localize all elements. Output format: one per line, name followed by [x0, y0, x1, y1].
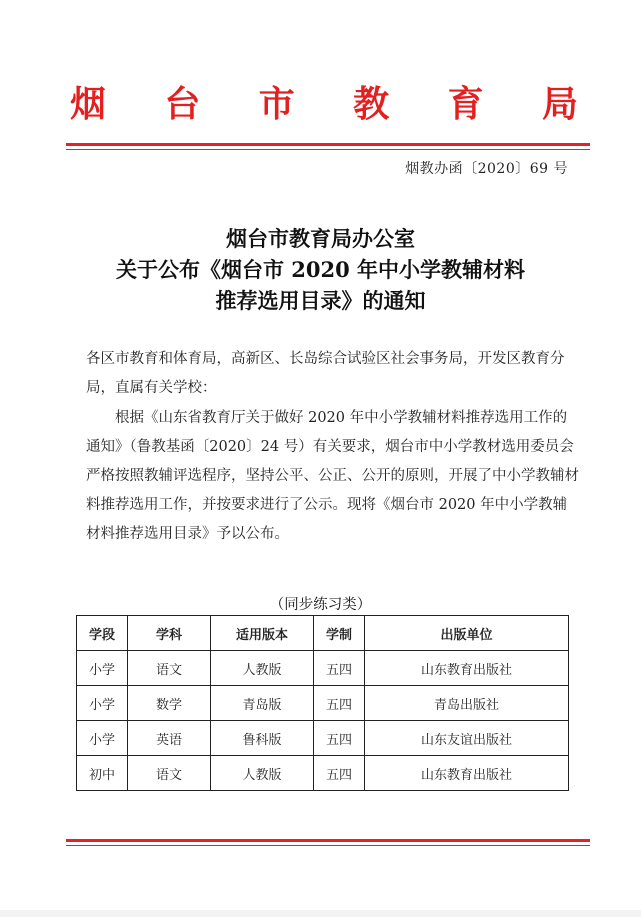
table-header-row — [77, 616, 569, 651]
table-row — [77, 651, 569, 686]
footer-red-rule-thin — [66, 845, 590, 846]
column-header: 适用版本 — [211, 616, 314, 651]
header-red-rule-thin — [66, 149, 590, 150]
column-header: 学段 — [77, 616, 128, 651]
table-cell: 五四 — [314, 651, 365, 686]
table-cell: 五四 — [314, 686, 365, 721]
footer-red-rule-thick — [66, 839, 590, 842]
table-cell: 小学 — [77, 651, 128, 686]
table-row — [77, 721, 569, 756]
table-cell: 五四 — [314, 756, 365, 791]
title-line-1: 烟台市教育局办公室 — [226, 226, 415, 251]
table-cell: 初中 — [77, 756, 128, 791]
table-cell: 小学 — [77, 686, 128, 721]
header-red-rule-thick — [66, 143, 590, 146]
table-cell: 青岛出版社 — [365, 686, 569, 721]
issuing-authority-title — [70, 82, 578, 126]
catalog-table — [76, 615, 569, 791]
org-name-char: 育 — [447, 83, 484, 125]
org-name-char: 市 — [258, 83, 295, 125]
table-cell: 鲁科版 — [211, 721, 314, 756]
table-cell: 青岛版 — [211, 686, 314, 721]
table-cell: 人教版 — [211, 651, 314, 686]
table-cell: 人教版 — [211, 756, 314, 791]
table-row — [77, 686, 569, 721]
table-cell: 语文 — [128, 651, 211, 686]
main-paragraph: 根据《山东省教育厅关于做好 2020 年中小学教辅材料推荐选用工作的通知》（鲁教基函〔2020〕24 号）有关要求，烟台市中小学教材选用委员会严格按照教辅评选程序，坚持公平、公正、公开的原则，开展了中小学教辅材料推荐选用工作，并按要求进行了公示。现将《烟台市 2020 年中小学教辅材料推荐选用目录》予以公布。 — [86, 410, 579, 542]
org-name-char: 烟 — [70, 83, 107, 125]
table-cell: 山东友谊出版社 — [365, 721, 569, 756]
table-cell: 山东教育出版社 — [365, 651, 569, 686]
table-cell: 语文 — [128, 756, 211, 791]
org-name-char: 台 — [164, 83, 201, 125]
column-header: 学制 — [314, 616, 365, 651]
title-line-2: 关于公布《烟台市 2020 年中小学教辅材料 — [115, 257, 526, 282]
table-caption: （同步练习类） — [269, 597, 372, 613]
table-cell: 山东教育出版社 — [365, 756, 569, 791]
table-row — [77, 756, 569, 791]
document-number: 烟教办函〔2020〕69 号 — [405, 161, 568, 177]
salutation-paragraph: 各区市教育和体育局，高新区、长岛综合试验区社会事务局，开发区教育分局，直属有关学校： — [86, 351, 565, 396]
table-cell: 小学 — [77, 721, 128, 756]
table-cell: 英语 — [128, 721, 211, 756]
table-cell: 五四 — [314, 721, 365, 756]
table-cell: 数学 — [128, 686, 211, 721]
column-header: 出版单位 — [365, 616, 569, 651]
title-line-3: 推荐选用目录》的通知 — [215, 288, 426, 313]
org-name-char: 教 — [353, 83, 390, 125]
column-header: 学科 — [128, 616, 211, 651]
org-name-char: 局 — [541, 83, 578, 125]
